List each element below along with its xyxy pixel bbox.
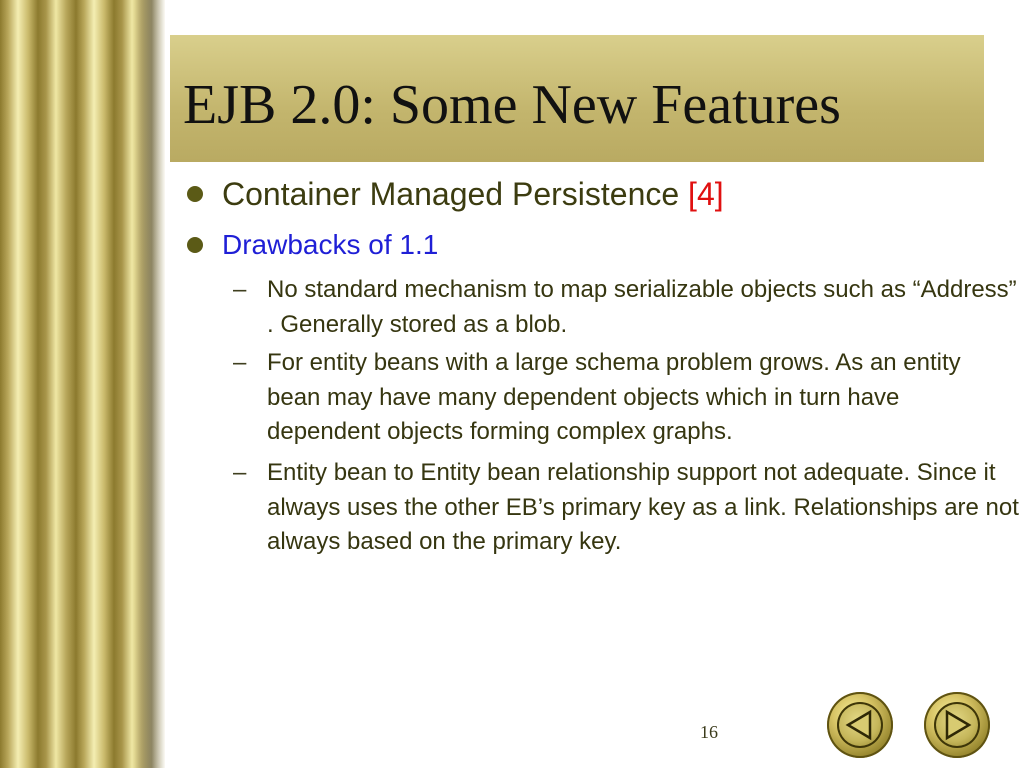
bullet-1-text: Container Managed Persistence — [222, 176, 680, 212]
previous-slide-button[interactable] — [827, 692, 893, 758]
sub-bullet-1: No standard mechanism to map serializable objects such as “Address” . Generally stored as a blob. — [267, 276, 1017, 338]
triangle-right-icon — [924, 692, 990, 758]
sub-bullet-3: Entity bean to Entity bean relationship support not adequate. Since it always uses the other EB’s primary key as a link. Relationships are not always based on the primary key. — [267, 459, 1019, 555]
sub-bullet-2: For entity beans with a large schema problem grows. As an entity bean may have many dependent objects which in turn have dependent objects forming complex graphs. — [267, 349, 961, 445]
next-slide-button[interactable] — [924, 692, 990, 758]
bullet-dot — [187, 237, 203, 253]
bullet-2 — [222, 225, 438, 265]
sub-bullet-dash: – — [233, 349, 247, 376]
slide-title: EJB 2.0: Some New Features — [183, 74, 841, 136]
bullet-1 — [222, 174, 724, 214]
reference-link[interactable]: [4] — [688, 176, 724, 212]
decorative-gold-band — [0, 0, 165, 768]
bullet-2-text: Drawbacks of 1.1 — [222, 229, 439, 260]
bullet-dot — [187, 186, 203, 202]
sub-bullet-dash: – — [233, 459, 247, 486]
triangle-left-icon — [827, 692, 893, 758]
title-banner — [170, 35, 984, 162]
sub-bullet-dash: – — [233, 276, 247, 303]
page-number: 16 — [700, 722, 718, 742]
